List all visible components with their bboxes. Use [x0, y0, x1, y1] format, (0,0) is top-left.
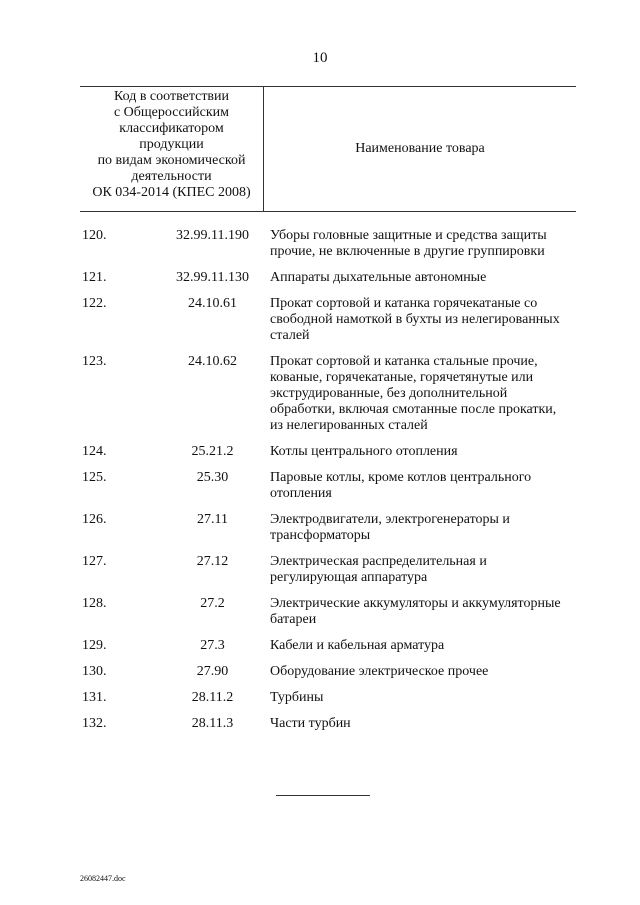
row-name: Электрические аккумуляторы и аккумуляторные батареи — [270, 596, 561, 627]
row-code: 32.99.11.190 — [176, 228, 249, 243]
table-row — [80, 512, 580, 544]
row-name: Котлы центрального отопления — [270, 444, 458, 459]
table-row — [80, 596, 580, 628]
row-name: Прокат сортовой и катанка стальные прочие, кованые, горячекатаные, горячетянутые или экструдированные, без дополнительной обработки, включая смотанные после прокатки, из нелегированных сталей — [270, 354, 557, 433]
end-rule — [276, 795, 370, 796]
row-name: Турбины — [270, 690, 324, 705]
row-name: Части турбин — [270, 716, 351, 731]
row-code: 27.11 — [197, 512, 228, 527]
row-number: 131. — [82, 690, 107, 705]
row-number: 125. — [82, 470, 107, 485]
table-row — [80, 554, 580, 586]
row-name: Кабели и кабельная арматура — [270, 638, 445, 653]
table-row — [80, 296, 580, 344]
row-code: 25.21.2 — [191, 444, 234, 459]
table-row — [80, 470, 580, 502]
row-number: 126. — [82, 512, 107, 527]
row-number: 120. — [82, 228, 107, 243]
row-name: Электродвигатели, электрогенераторы и трансформаторы — [270, 512, 510, 543]
table-row — [80, 716, 580, 732]
table-header-top-rule — [80, 86, 576, 87]
row-code: 27.12 — [196, 554, 229, 569]
footer-filename: 26082447.doc — [80, 874, 126, 883]
row-name: Паровые котлы, кроме котлов центрального отопления — [270, 470, 532, 501]
row-code: 27.3 — [200, 638, 225, 653]
row-code: 25.30 — [196, 470, 229, 485]
table-body — [80, 228, 580, 742]
table-row — [80, 444, 580, 460]
row-number: 122. — [82, 296, 107, 311]
row-code: 32.99.11.130 — [176, 270, 249, 285]
row-number: 130. — [82, 664, 107, 679]
row-name: Оборудование электрическое прочее — [270, 664, 489, 679]
row-code: 27.90 — [196, 664, 229, 679]
row-name: Аппараты дыхательные автономные — [270, 270, 487, 285]
row-code: 24.10.61 — [188, 296, 237, 311]
header-name-column: Наименование товара — [355, 141, 485, 156]
table-row — [80, 228, 580, 260]
row-name: Электрическая распределительная и регулирующая аппаратура — [270, 554, 487, 585]
row-number: 127. — [82, 554, 107, 569]
row-number: 123. — [82, 354, 107, 369]
table-row — [80, 638, 580, 654]
row-number: 129. — [82, 638, 107, 653]
row-number: 128. — [82, 596, 107, 611]
page-number: 10 — [312, 50, 328, 66]
row-code: 24.10.62 — [188, 354, 237, 369]
row-number: 121. — [82, 270, 107, 285]
table-row — [80, 690, 580, 706]
table-row — [80, 270, 580, 286]
row-code: 27.2 — [200, 596, 225, 611]
row-name: Уборы головные защитные и средства защиты прочие, не включенные в другие группировки — [270, 228, 547, 259]
row-code: 28.11.2 — [191, 690, 234, 705]
header-code-column: Код в соответствии с Общероссийским классификатором продукции по видам экономической деятельности ОК 034-2014 (КПЕС 2008) — [92, 89, 251, 200]
table-row — [80, 354, 580, 434]
row-number: 124. — [82, 444, 107, 459]
row-code: 28.11.3 — [191, 716, 234, 731]
table-header-bottom-rule — [80, 211, 576, 212]
table-row — [80, 664, 580, 680]
row-number: 132. — [82, 716, 107, 731]
row-name: Прокат сортовой и катанка горячекатаные со свободной намоткой в бухты из нелегированных сталей — [270, 296, 560, 343]
